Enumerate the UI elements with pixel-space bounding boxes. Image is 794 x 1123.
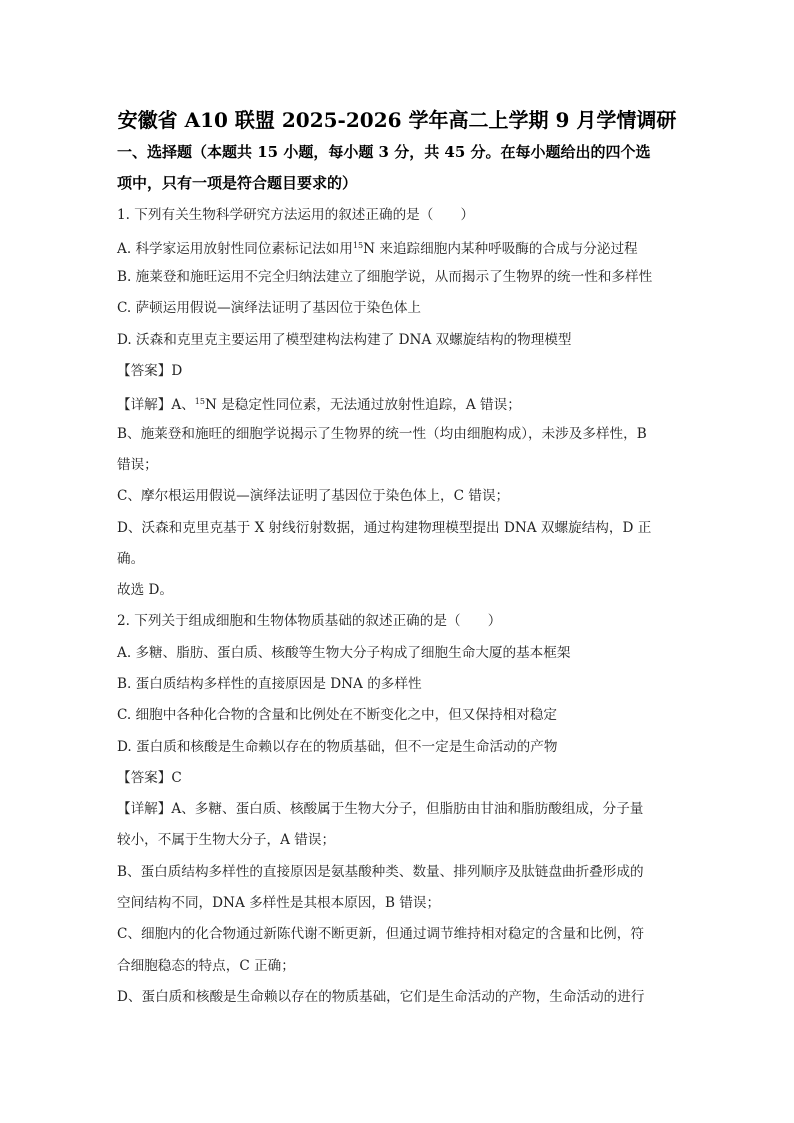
question-1-explanation-c: C、摩尔根运用假说—演绎法证明了基因位于染色体上，C 错误； <box>117 488 510 504</box>
option-a-text-pre: A. 科学家运用放射性同位素标记法如用 <box>117 241 353 257</box>
question-1-answer: 【答案】D <box>117 363 183 379</box>
question-1-option-b: B. 施莱登和施旺运用不完全归纳法建立了细胞学说，从而揭示了生物界的统一性和多样性 <box>117 269 653 285</box>
question-2-option-a: A. 多糖、脂肪、蛋白质、核酸等生物大分子构成了细胞生命大厦的基本框架 <box>117 645 571 661</box>
question-1-option-c: C. 萨顿运用假说—演绎法证明了基因位于染色体上 <box>117 300 422 316</box>
question-2-answer: 【答案】C <box>117 770 182 786</box>
question-1-explanation-d-line-1: D、沃森和克里克基于 X 射线衍射数据，通过构建物理模型提出 DNA 双螺旋结构，D 正 <box>117 520 652 536</box>
question-2-explanation-b-line-2: 空间结构不同，DNA 多样性是其根本原因，B 错误； <box>117 895 441 911</box>
question-2-explanation-b-line-1: B、蛋白质结构多样性的直接原因是氨基酸种类、数量、排列顺序及肽链盘曲折叠形成的 <box>117 864 644 880</box>
question-2-explanation-c-line-1: C、细胞内的化合物通过新陈代谢不断更新，但通过调节维持相对稳定的含量和比例，符 <box>117 926 644 942</box>
question-2-option-d: D. 蛋白质和核酸是生命赖以存在的物质基础，但不一定是生命活动的产物 <box>117 739 558 755</box>
isotope-superscript: 15 <box>352 241 364 250</box>
question-1-explanation-b-line-2: 错误； <box>117 457 158 473</box>
question-2-stem: 2. 下列关于组成细胞和生物体物质基础的叙述正确的是（ ） <box>117 613 502 629</box>
section-heading-line-2: 项中，只有一项是符合题目要求的） <box>117 174 358 192</box>
section-heading-line-1: 一、选择题（本题共 15 小题，每小题 3 分，共 45 分。在每小题给出的四个选 <box>117 143 651 161</box>
question-1-stem: 1. 下列有关生物科学研究方法运用的叙述正确的是（ ） <box>117 207 475 223</box>
question-2-explanation-c-line-2: 合细胞稳态的特点，C 正确； <box>117 958 295 974</box>
explanation-a-pre: 【详解】A、 <box>117 397 195 413</box>
question-2-option-b: B. 蛋白质结构多样性的直接原因是 DNA 的多样性 <box>117 676 422 692</box>
question-2-explanation-a-line-2: 较小，不属于生物大分子，A 错误； <box>117 832 336 848</box>
question-1-option-a <box>117 237 677 258</box>
option-a-text-post: N 来追踪细胞内某种呼吸酶的合成与分泌过程 <box>363 241 638 257</box>
question-2-option-c: C. 细胞中各种化合物的含量和比例处在不断变化之中，但又保持相对稳定 <box>117 707 557 723</box>
question-1-explanation-b-line-1: B、施莱登和施旺的细胞学说揭示了生物界的统一性（均由细胞构成），未涉及多样性，B <box>117 426 647 442</box>
isotope-superscript: 15 <box>194 397 205 406</box>
document-title: 安徽省 A10 联盟 2025-2026 学年高二上学期 9 月学情调研 <box>117 108 677 132</box>
question-1-explanation-a <box>117 393 677 414</box>
question-1-conclusion: 故选 D。 <box>117 582 174 598</box>
question-1-explanation-d-line-2: 确。 <box>117 551 145 567</box>
explanation-a-post: N 是稳定性同位素，无法通过放射性追踪，A 错误； <box>204 397 521 413</box>
question-2-explanation-a-line-1: 【详解】A、多糖、蛋白质、核酸属于生物大分子，但脂肪由甘油和脂肪酸组成，分子量 <box>117 801 644 817</box>
question-1-option-d: D. 沃森和克里克主要运用了模型建构法构建了 DNA 双螺旋结构的物理模型 <box>117 332 572 348</box>
question-2-explanation-d-line-1: D、蛋白质和核酸是生命赖以存在的物质基础，它们是生命活动的产物，生命活动的进行 <box>117 989 645 1005</box>
